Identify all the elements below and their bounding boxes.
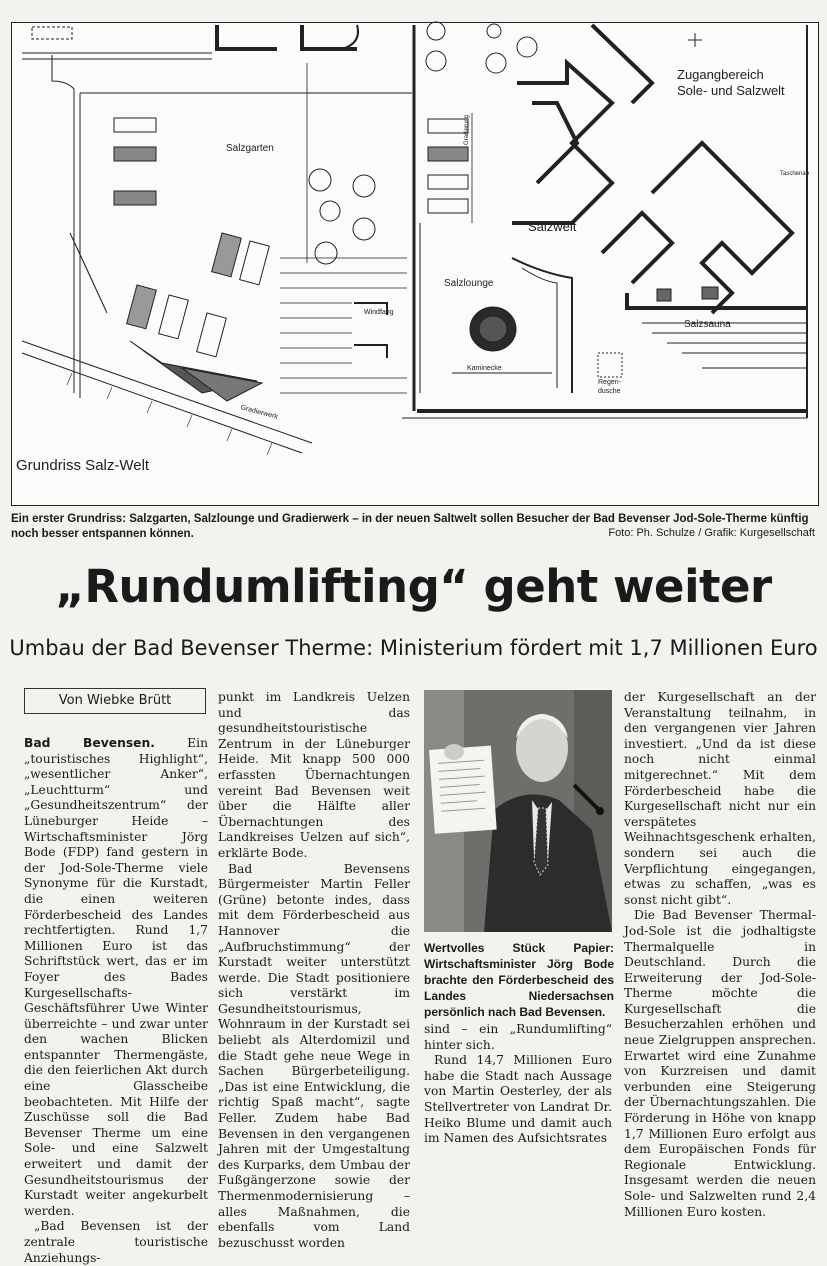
label-kaminecke: Kaminecke <box>467 365 502 372</box>
article-column-3 <box>424 1022 612 1167</box>
paragraph: punkt im Landkreis Uelzen und das gesundheitstouristische Zentrum in der Lüneburger Heide. Mit knapp 500 000 erfassten Übernachtungen vereint Bad Bevensen weit über die Hälfte aller Übernachtungen des Landkreises Uelzen auf sich“, erklärte Bode. <box>218 690 410 860</box>
label-salzsauna: Salzsauna <box>684 319 731 330</box>
article-byline: Von Wiebke Brütt <box>24 688 206 714</box>
label-salzgarten: Salzgarten <box>226 143 274 154</box>
article-headline: „Rundumlifting“ geht weiter <box>55 560 772 613</box>
paragraph: „Bad Bevensen ist der zentrale touristische Anziehungs- <box>24 1219 208 1265</box>
paragraph: Bad Bevensens Bürgermeister Martin Feller (Grüne) betonte indes, dass mit dem Förderbescheid aus Hannover die „Aufbruchstimmung“ der Kurstadt weiter unterstützt werde. Die Stadt positioniere sich verstärkt im Gesundheitstourismus, Wohnraum in der Kurstadt sei beliebt als Alterdomizil und die Stadt gehe neue Wege in Sachen Bürgerbeteiligung. „Das ist eine Entwicklung, die richtig Spaß macht“, sagte Feller. Zudem habe Bad Bevensen in den vergangenen Jahren mit der Umgestaltung des Kurparks, dem Umbau der Fußgängerzone sowie der Thermenmodernisierung – alles Maßnahmen, die ebenfalls vom Land bezuschusst worden <box>218 861 410 1250</box>
article-column-4 <box>624 690 816 1219</box>
label-taschenab: Taschenab <box>780 171 810 177</box>
label-regen: Regen- <box>598 379 621 386</box>
dateline: Bad Bevensen. <box>24 736 155 750</box>
paragraph: der Kurgesellschaft an der Veranstaltung teilnahm, in den vergangenen vier Jahren investiert. „Und da ist diese noch nicht einmal mitgerechnet.“ Mit dem Förderbescheid habe die Kurgesellschaft nicht nur ein verspätetes Weihnachtsgeschenk erhalten, sondern sei auch die Verpflichtung eingegangen, etwas zu schaffen, „was es sonst nicht gibt“. <box>624 690 816 907</box>
floorplan-title: Grundriss Salz-Welt <box>16 457 150 474</box>
label-gradierwerk: Gradierwerk <box>239 404 279 421</box>
paragraph-text: Ein „touristisches Highlight“, „wesentlicher Anker“, „Leuchtturm“ und „Gesundheitszentrum“ der Lüneburger Heide – Wirtschaftsminister Jörg Bode (FDP) fand gestern in der Jod-Sole-Therme viele Synonyme für die Kurstadt, die einen weiteren Förderbescheid des Landes rechtfertigten. Rund 1,7 Millionen Euro ist das Schriftstück wert, das er im Foyer des Bades Kurgesellschafts-Geschäftsführer Uwe Winter überreichte – und zwar unter den wachen Blicken entspannter Thermengäste, die den feierlichen Akt durch eine Glasscheibe beobachteten. Mit Hilfe der Zuschüsse soll die Bad Bevenser Therme um eine Sole- und eine Salzwelt erweitert und damit der Gesundheitstourismus der Kurstadt weiter angekurbelt werden. <box>24 736 208 1218</box>
label-dusche: dusche <box>598 388 621 395</box>
paragraph: Die Bad Bevenser Thermal-Jod-Sole ist die jodhaltigste Thermalquelle in Deutschland. Durch die Erweiterung der Jod-Sole-Therme möchte die Kurgesellschaft die Besucherzahlen erhöhen und neue Zielgruppen ansprechen. Erwartet wird eine Zunahme von Kurzreisen und damit verbunden eine Steigerung der Übernachtungszahlen. Die Förderung in Höhe von knapp 1,7 Millionen Euro erfolgt aus dem Europäischen Fonds für Regionale Entwicklung. Insgesamt werden die neuen Sole- und Salzwelten rund 2,4 Millionen Euro kosten. <box>624 908 816 1219</box>
article-column-1 <box>24 736 208 1265</box>
image-caption: Ein erster Grundriss: Salzgarten, Salzlounge und Gradierwerk – in der neuen Saltwelt sollen Besucher der Bad Bevenser Jod-Sole-Therme künftig noch besser entspannen können. <box>11 513 809 540</box>
article-subhead: Umbau der Bad Bevenser Therme: Ministerium fördert mit 1,7 Millionen Euro <box>9 636 818 660</box>
paragraph <box>24 736 208 1219</box>
label-salzwelt: Salzwelt <box>528 219 577 234</box>
label-zugangbereich: Zugangbereich <box>677 67 764 82</box>
label-salzlounge: Salzlounge <box>444 278 494 289</box>
paragraph: Rund 14,7 Millionen Euro habe die Stadt nach Aussage von Martin Oesterley, der als Stellvertreter von Landrat Dr. Heiko Blume und damit auch im Namen des Aufsichtsrates <box>424 1053 612 1146</box>
floorplan-graphic <box>11 22 819 506</box>
label-windfang: Windfang <box>364 309 394 316</box>
paragraph: sind – ein „Rundumlifting“ hinter sich. <box>424 1022 612 1052</box>
label-gradierung: Gradierung <box>464 114 470 145</box>
label-sole-salzwelt: Sole- und Salzwelt <box>677 83 785 98</box>
photo-caption: Wertvolles Stück Papier: Wirtschaftsminister Jörg Bode brachte den Förderbescheid des Landes Niedersachsen persönlich nach Bad Bevensen. <box>424 941 614 1019</box>
article-photo <box>424 690 612 932</box>
image-credit: Foto: Ph. Schulze / Grafik: Kurgesellschaft <box>608 527 815 539</box>
article-column-2 <box>218 690 410 1250</box>
photo-minister <box>424 690 612 932</box>
